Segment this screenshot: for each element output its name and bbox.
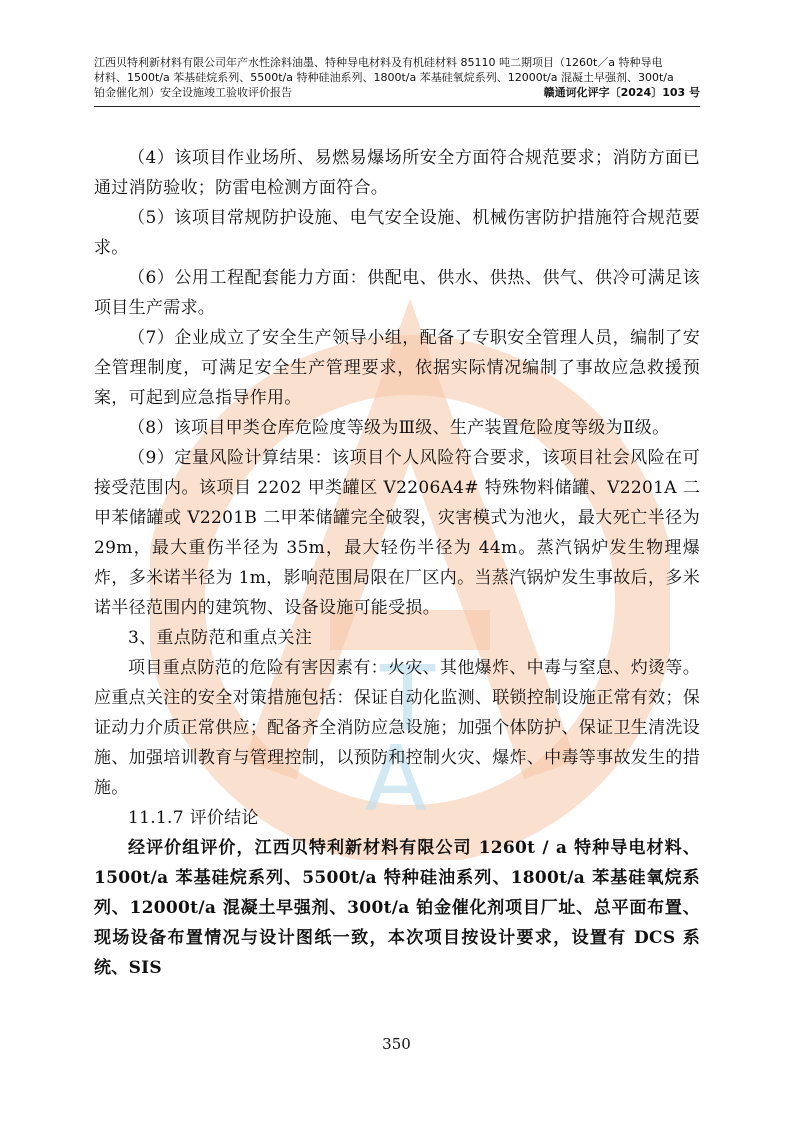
page-number: 350 xyxy=(382,1035,411,1053)
conclusion-item-5: （5）该项目常规防护设施、电气安全设施、机械伤害防护措施符合规范要求。 xyxy=(94,208,700,258)
header-title-line-1: 江西贝特利新材料有限公司年产水性涂料油墨、特种导电材料及有机硅材料 85110 吨二期项目（1260t／a 特种导电 xyxy=(94,56,663,69)
page-header xyxy=(94,55,700,100)
key-prevention-paragraph: 项目重点防范的危险有害因素有：火灾、其他爆炸、中毒与窒息、灼烫等。应重点关注的安全对策措施包括：保证自动化监测、联锁控制设施正常有效；保证动力介质正常供应；配备齐全消防应急设施；加强个体防护、保证卫生清洗设施、加强培训教育与管理控制，以预防和控制火灾、爆炸、中毒等事故发生的措施。 xyxy=(94,658,700,798)
header-title-line-2: 材料、1500t/a 苯基硅烷系列、5500t/a 特种硅油系列、1800t/a 苯基硅氧烷系列、12000t/a 混凝土早强剂、300t/a xyxy=(94,71,674,84)
conclusion-item-4: （4）该项目作业场所、易燃易爆场所安全方面符合规范要求；消防方面已通过消防验收；防雷电检测方面符合。 xyxy=(94,148,700,198)
header-title-line-3: 铂金催化剂）安全设施竣工验收评价报告 xyxy=(94,86,292,99)
section-heading-key-prevention: 3、重点防范和重点关注 xyxy=(128,628,313,648)
report-body xyxy=(94,143,700,983)
svg-text:T: T xyxy=(380,647,435,752)
header-doc-number: 赣通诃化评字〔2024〕103 号 xyxy=(543,86,700,99)
header-divider xyxy=(94,106,700,107)
section-heading-evaluation-conclusion: 11.1.7 评价结论 xyxy=(128,808,259,828)
svg-text:A: A xyxy=(365,727,427,832)
evaluation-conclusion-paragraph: 经评价组评价，江西贝特利新材料有限公司 1260t / a 特种导电材料、1500t/a 苯基硅烷系列、5500t/a 特种硅油系列、1800t/a 苯基硅氧烷系列、12000t/a 混凝土早强剂、300t/a 铂金催化剂项目厂址、总平面布置、现场设备布置情况与设计图纸一致，本次项目按设计要求，设置有 DCS 系统、SIS xyxy=(94,838,700,978)
conclusion-item-7: （7）企业成立了安全生产领导小组，配备了专职安全管理人员，编制了安全管理制度，可满足安全生产管理要求，依据实际情况编制了事故应急救援预案，可起到应急指导作用。 xyxy=(94,328,700,408)
conclusion-item-6: （6）公用工程配套能力方面：供配电、供水、供热、供气、供冷可满足该项目生产需求。 xyxy=(94,268,700,318)
conclusion-item-9: （9）定量风险计算结果：该项目个人风险符合要求，该项目社会风险在可接受范围内。该项目 2202 甲类罐区 V2206A4# 特殊物料储罐、V2201A 二甲苯储罐或 V2201B 二甲苯储罐完全破裂，灾害模式为池火，最大死亡半径为 29m，最大重伤半径为 35m，最大轻伤半径为 44m。蒸汽锅炉发生物理爆炸，多米诺半径为 1m，影响范围局限在厂区内。当蒸汽锅炉发生事故后，多米诺半径范围内的建筑物、设备设施可能受损。 xyxy=(94,448,700,618)
conclusion-item-8: （8）该项目甲类仓库危险度等级为Ⅲ级、生产装置危险度等级为Ⅱ级。 xyxy=(128,418,670,438)
